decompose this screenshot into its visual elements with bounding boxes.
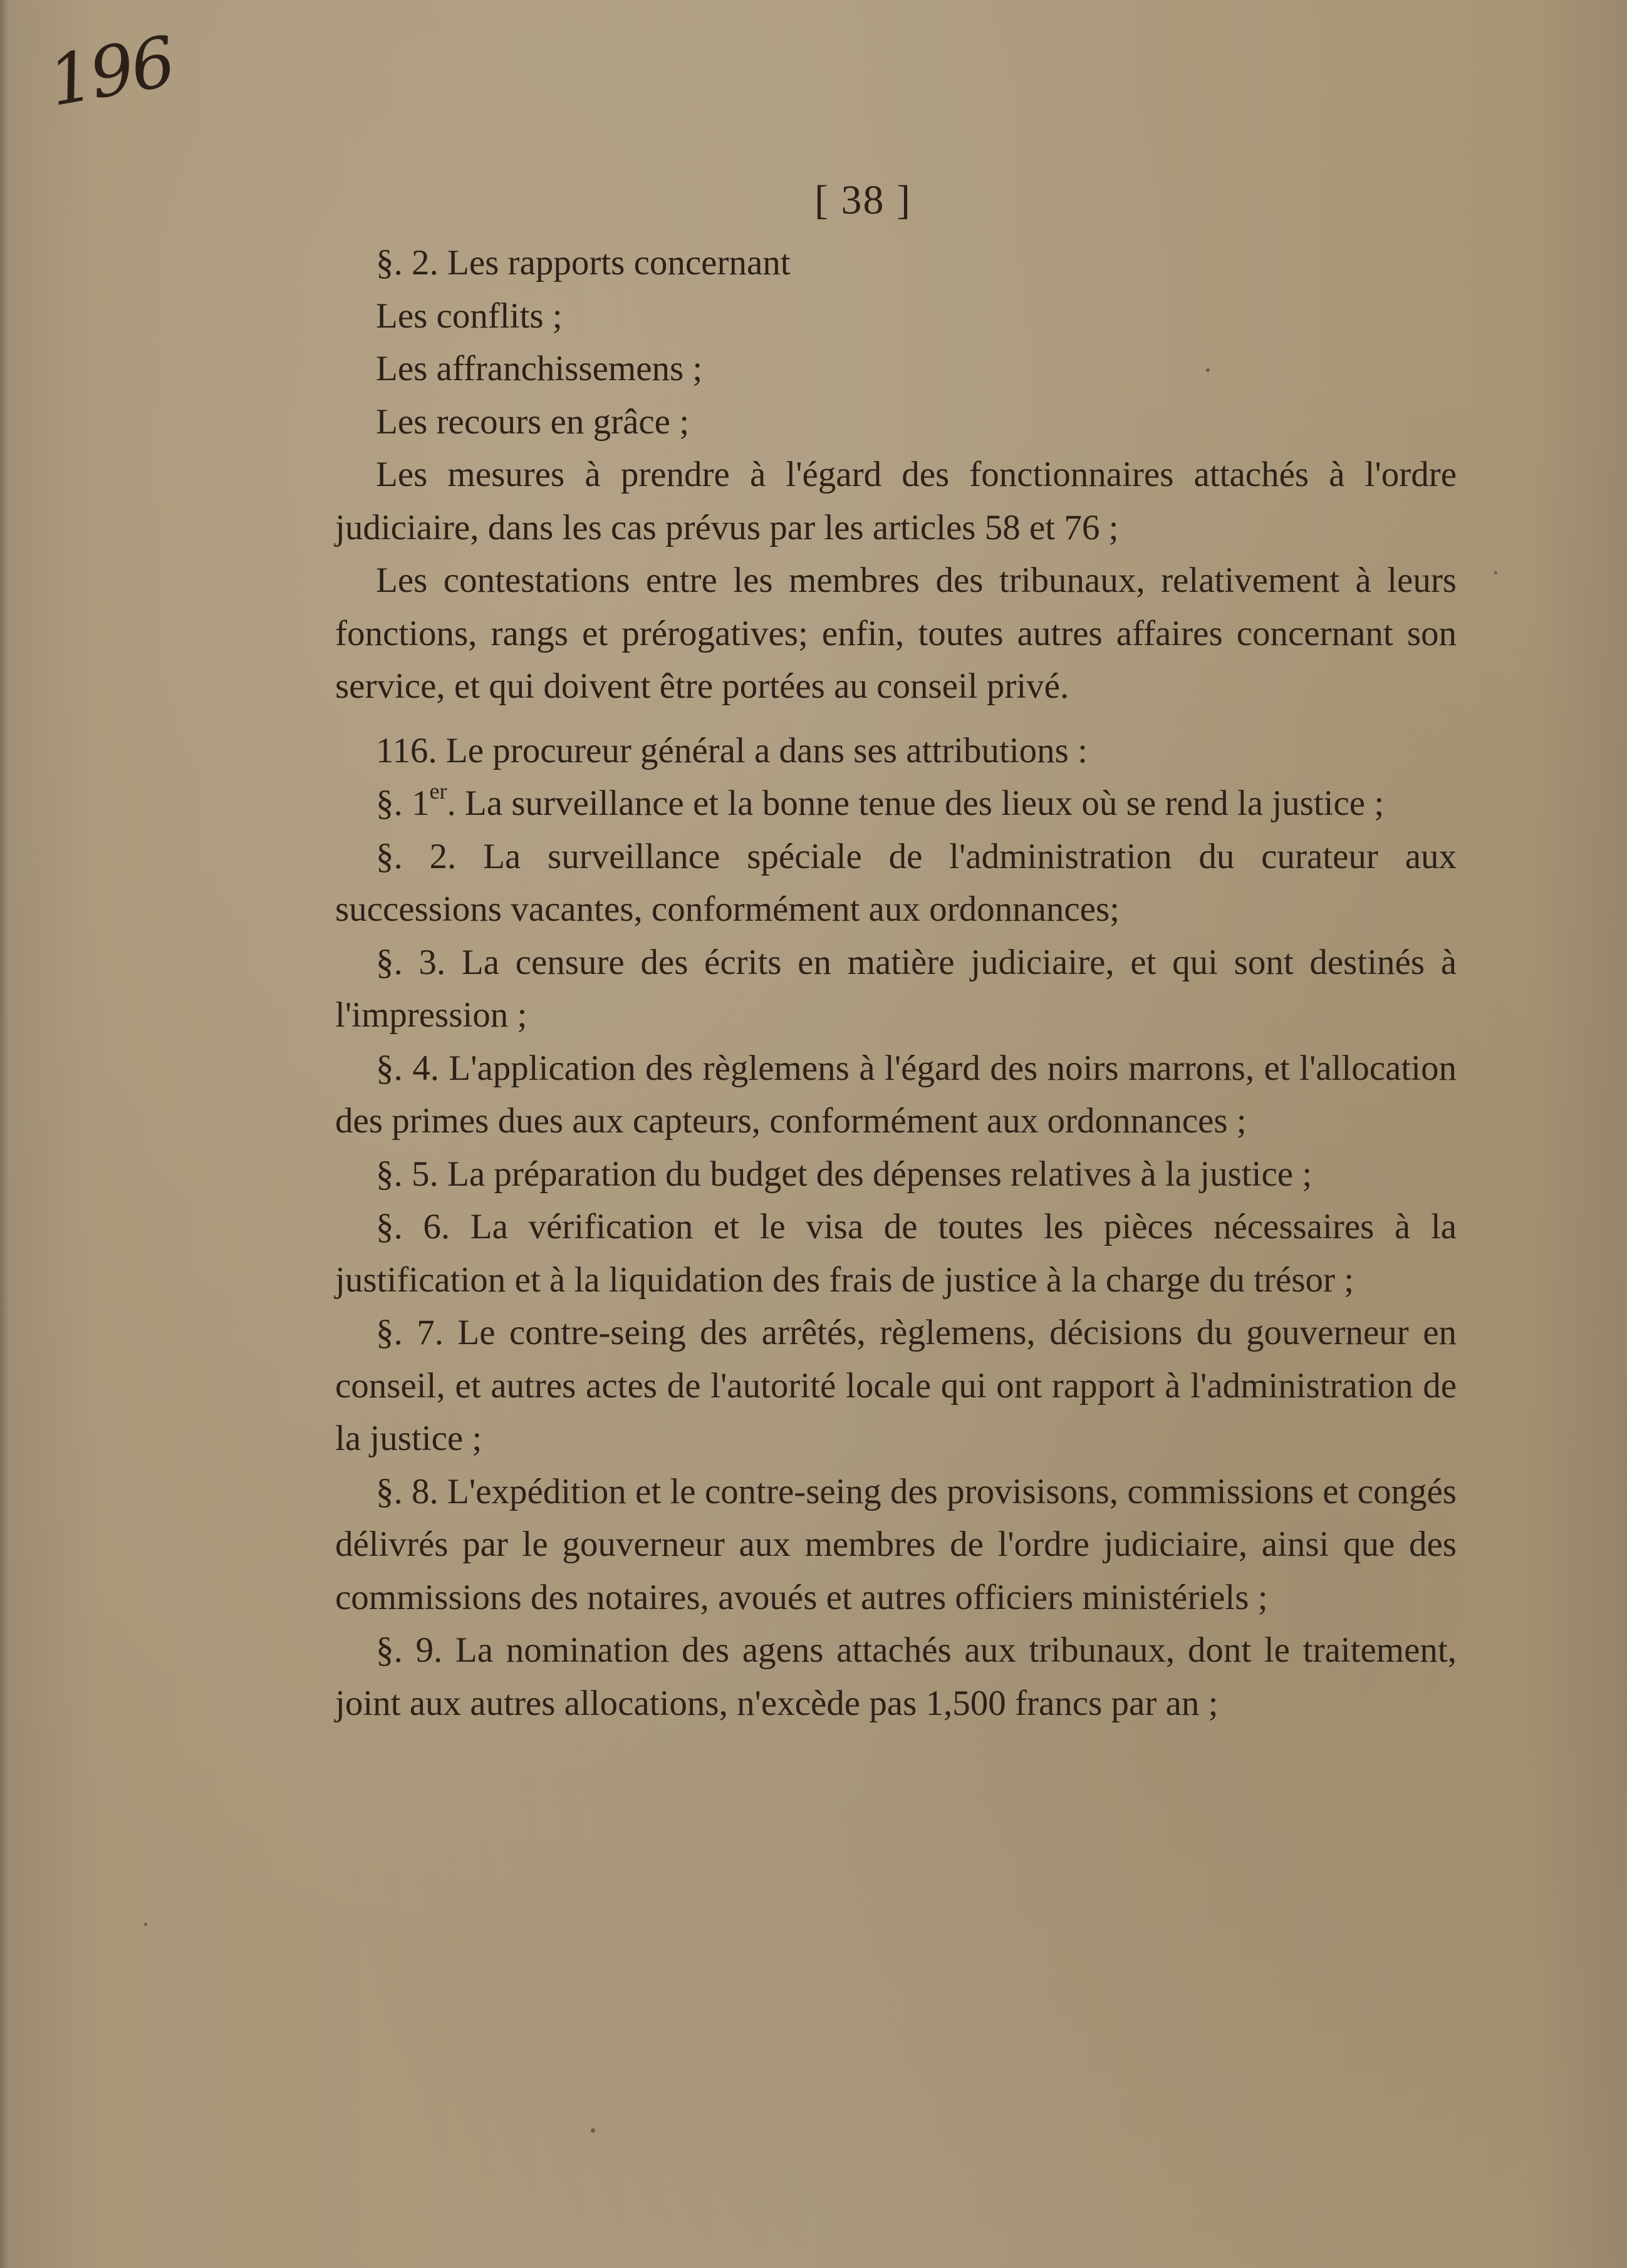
handwritten-folio-mark: 196	[43, 21, 179, 122]
paper-speck	[144, 1923, 147, 1926]
body-text	[335, 237, 1457, 1730]
paragraph: §. 3. La censure des écrits en matière judiciaire, et qui sont destinés à l'impression ;	[335, 942, 1457, 1035]
paragraph: §. 4. L'application des règlemens à l'égard des noirs marrons, et l'allocation des primes dues aux capteurs, conformément aux ordonnances ;	[335, 1048, 1457, 1141]
paragraph: Les mesures à prendre à l'égard des fonctionnaires attachés à l'ordre judiciaire, dans les cas prévus par les articles 58 et 76 ;	[335, 455, 1457, 547]
paragraph: Les conflits ;	[376, 296, 563, 336]
paragraph: §. 9. La nomination des agens attachés aux tribunaux, dont le traitement, joint aux autres allocations, n'excède pas 1,500 francs par an ;	[335, 1630, 1457, 1723]
paragraph: §. 6. La vérification et le visa de toutes les pièces nécessaires à la justification et à la liquidation des frais de justice à la charge du trésor ;	[335, 1207, 1457, 1300]
paper-speck	[1206, 368, 1210, 372]
paper-speck	[591, 2128, 595, 2133]
paragraph	[335, 777, 1457, 831]
paper-speck	[1494, 571, 1497, 574]
page-edge-shadow	[0, 0, 9, 2268]
paragraph: Les affranchissemens ;	[376, 349, 703, 388]
paragraph: §. 5. La préparation du budget des dépenses relatives à la justice ;	[376, 1154, 1313, 1194]
ordinal-superscript: er	[429, 779, 447, 804]
section-mark: §. 1	[376, 784, 430, 823]
paragraph: §. 2. La surveillance spéciale de l'administration du curateur aux successions vacantes, conformément aux ordonnances;	[335, 836, 1457, 929]
article-heading-paragraph: 116. Le procureur général a dans ses attributions :	[376, 730, 1088, 770]
paragraph-text: . La surveillance et la bonne tenue des lieux où se rend la justice ;	[447, 784, 1385, 823]
paragraph: §. 2. Les rapports concernant	[376, 243, 791, 282]
paragraph: Les recours en grâce ;	[376, 401, 690, 442]
paragraph: Les contestations entre les membres des tribunaux, relativement à leurs fonctions, rangs et prérogatives; enfin, toutes autres affaires concernant son service, et qui doivent être portées au conseil privé.	[335, 561, 1457, 706]
paragraph: §. 7. Le contre-seing des arrêtés, règlemens, décisions du gouverneur en conseil, et autres actes de l'autorité locale qui ont rapport à l'administration de la justice ;	[335, 1313, 1457, 1458]
page-number: [ 38 ]	[814, 177, 912, 223]
paragraph: §. 8. L'expédition et le contre-seing des provisisons, commissions et congés délivrés par le gouverneur aux membres de l'ordre judiciaire, ainsi que des commissions des notaires, avoués et autres officiers ministériels ;	[335, 1471, 1457, 1617]
